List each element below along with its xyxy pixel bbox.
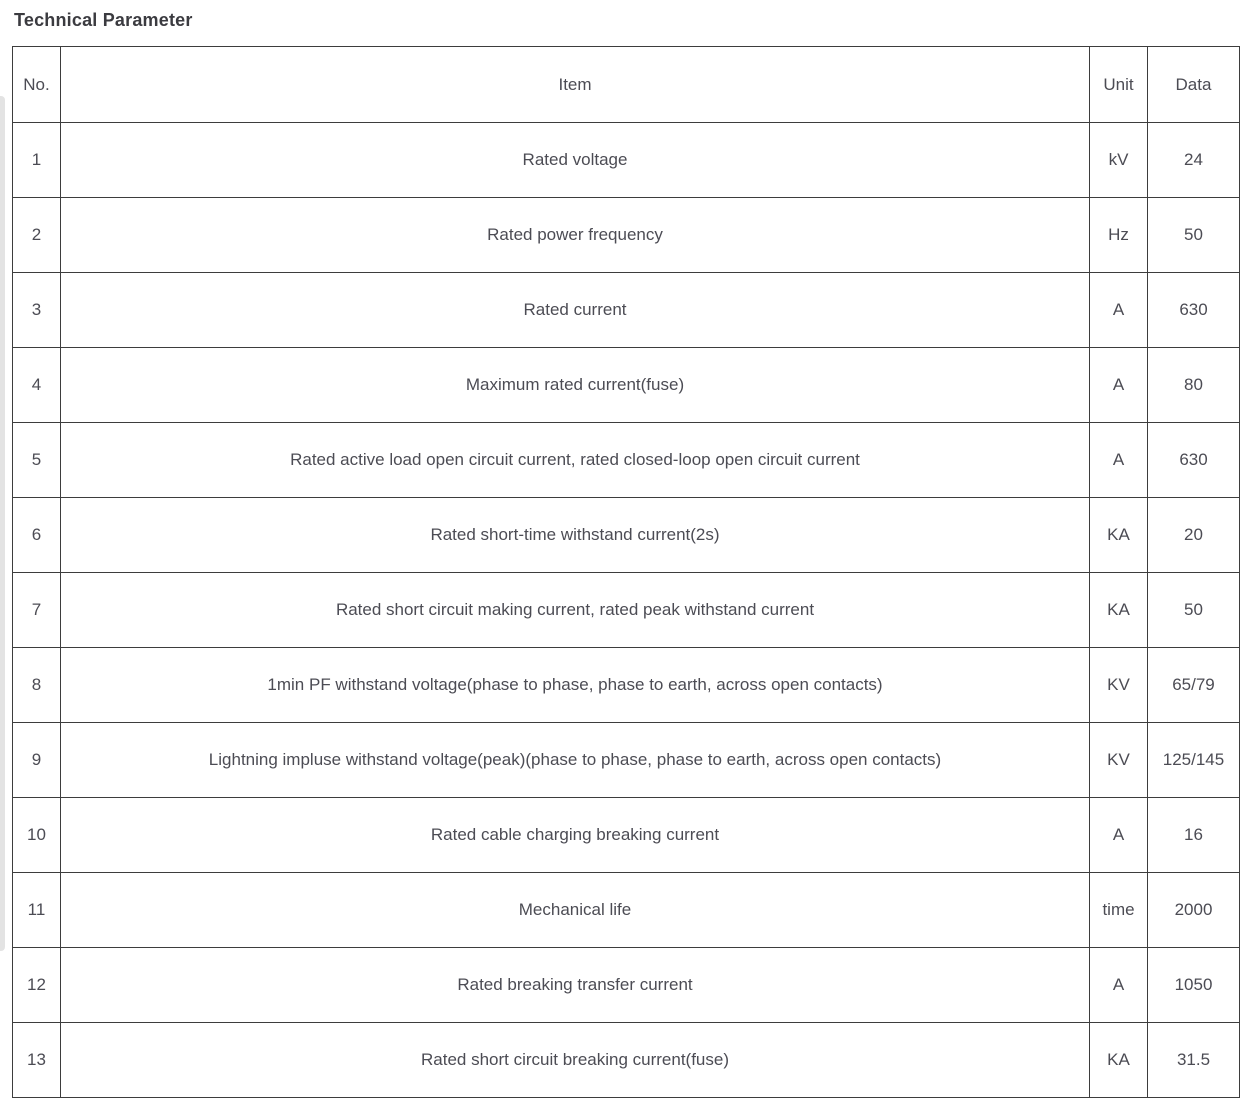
- table-row: [13, 273, 1240, 348]
- row-item-cell: Rated active load open circuit current, rated closed-loop open circuit current: [61, 423, 1090, 498]
- row-item-cell: Rated short circuit making current, rated peak withstand current: [61, 573, 1090, 648]
- row-data-cell: 1050: [1148, 948, 1240, 1023]
- row-data-cell: 31.5: [1148, 1023, 1240, 1098]
- table-row: [13, 573, 1240, 648]
- row-number-cell: 6: [13, 498, 61, 573]
- table-row: [13, 798, 1240, 873]
- table-row: [13, 423, 1240, 498]
- row-data-cell: 630: [1148, 423, 1240, 498]
- row-item-cell: Rated short-time withstand current(2s): [61, 498, 1090, 573]
- row-unit-cell: KA: [1090, 498, 1148, 573]
- table-row: [13, 1023, 1240, 1098]
- row-data-cell: 16: [1148, 798, 1240, 873]
- row-item-cell: Rated breaking transfer current: [61, 948, 1090, 1023]
- row-data-cell: 65/79: [1148, 648, 1240, 723]
- row-data-cell: 20: [1148, 498, 1240, 573]
- page-title: Technical Parameter: [14, 10, 193, 30]
- row-number-cell: 11: [13, 873, 61, 948]
- table-header: [13, 47, 1240, 123]
- row-unit-cell: KV: [1090, 723, 1148, 798]
- row-number-cell: 5: [13, 423, 61, 498]
- row-unit-cell: A: [1090, 423, 1148, 498]
- row-unit-cell: KA: [1090, 573, 1148, 648]
- row-data-cell: 50: [1148, 198, 1240, 273]
- row-unit-cell: A: [1090, 348, 1148, 423]
- row-item-cell: Maximum rated current(fuse): [61, 348, 1090, 423]
- row-unit-cell: A: [1090, 948, 1148, 1023]
- table-row: [13, 648, 1240, 723]
- row-number-cell: 9: [13, 723, 61, 798]
- row-item-cell: Rated short circuit breaking current(fuse): [61, 1023, 1090, 1098]
- table-row: [13, 348, 1240, 423]
- row-number-cell: 8: [13, 648, 61, 723]
- table-row: [13, 948, 1240, 1023]
- row-unit-cell: A: [1090, 273, 1148, 348]
- table-row: [13, 498, 1240, 573]
- row-item-cell: Rated voltage: [61, 123, 1090, 198]
- table-row: [13, 723, 1240, 798]
- table-row: [13, 873, 1240, 948]
- row-number-cell: 10: [13, 798, 61, 873]
- row-data-cell: 2000: [1148, 873, 1240, 948]
- row-item-cell: Mechanical life: [61, 873, 1090, 948]
- row-data-cell: 125/145: [1148, 723, 1240, 798]
- row-item-cell: Rated power frequency: [61, 198, 1090, 273]
- row-item-cell: Lightning impluse withstand voltage(peak)(phase to phase, phase to earth, across open contacts): [61, 723, 1090, 798]
- row-number-cell: 1: [13, 123, 61, 198]
- row-item-cell: Rated current: [61, 273, 1090, 348]
- table-body: [13, 123, 1240, 1098]
- row-unit-cell: kV: [1090, 123, 1148, 198]
- row-number-cell: 4: [13, 348, 61, 423]
- row-unit-cell: Hz: [1090, 198, 1148, 273]
- row-unit-cell: A: [1090, 798, 1148, 873]
- row-number-cell: 12: [13, 948, 61, 1023]
- row-unit-cell: KA: [1090, 1023, 1148, 1098]
- row-item-cell: Rated cable charging breaking current: [61, 798, 1090, 873]
- header-data: Data: [1148, 47, 1240, 123]
- technical-parameter-table: [12, 46, 1240, 1098]
- table-header-row: [13, 47, 1240, 123]
- row-data-cell: 24: [1148, 123, 1240, 198]
- row-number-cell: 7: [13, 573, 61, 648]
- table-row: [13, 123, 1240, 198]
- row-unit-cell: KV: [1090, 648, 1148, 723]
- row-item-cell: 1min PF withstand voltage(phase to phase, phase to earth, across open contacts): [61, 648, 1090, 723]
- row-data-cell: 80: [1148, 348, 1240, 423]
- header-no: No.: [13, 47, 61, 123]
- header-unit: Unit: [1090, 47, 1148, 123]
- row-data-cell: 630: [1148, 273, 1240, 348]
- row-number-cell: 2: [13, 198, 61, 273]
- row-unit-cell: time: [1090, 873, 1148, 948]
- left-edge-panel-fragment: [0, 96, 5, 951]
- row-number-cell: 3: [13, 273, 61, 348]
- row-number-cell: 13: [13, 1023, 61, 1098]
- row-data-cell: 50: [1148, 573, 1240, 648]
- header-item: Item: [61, 47, 1090, 123]
- table-row: [13, 198, 1240, 273]
